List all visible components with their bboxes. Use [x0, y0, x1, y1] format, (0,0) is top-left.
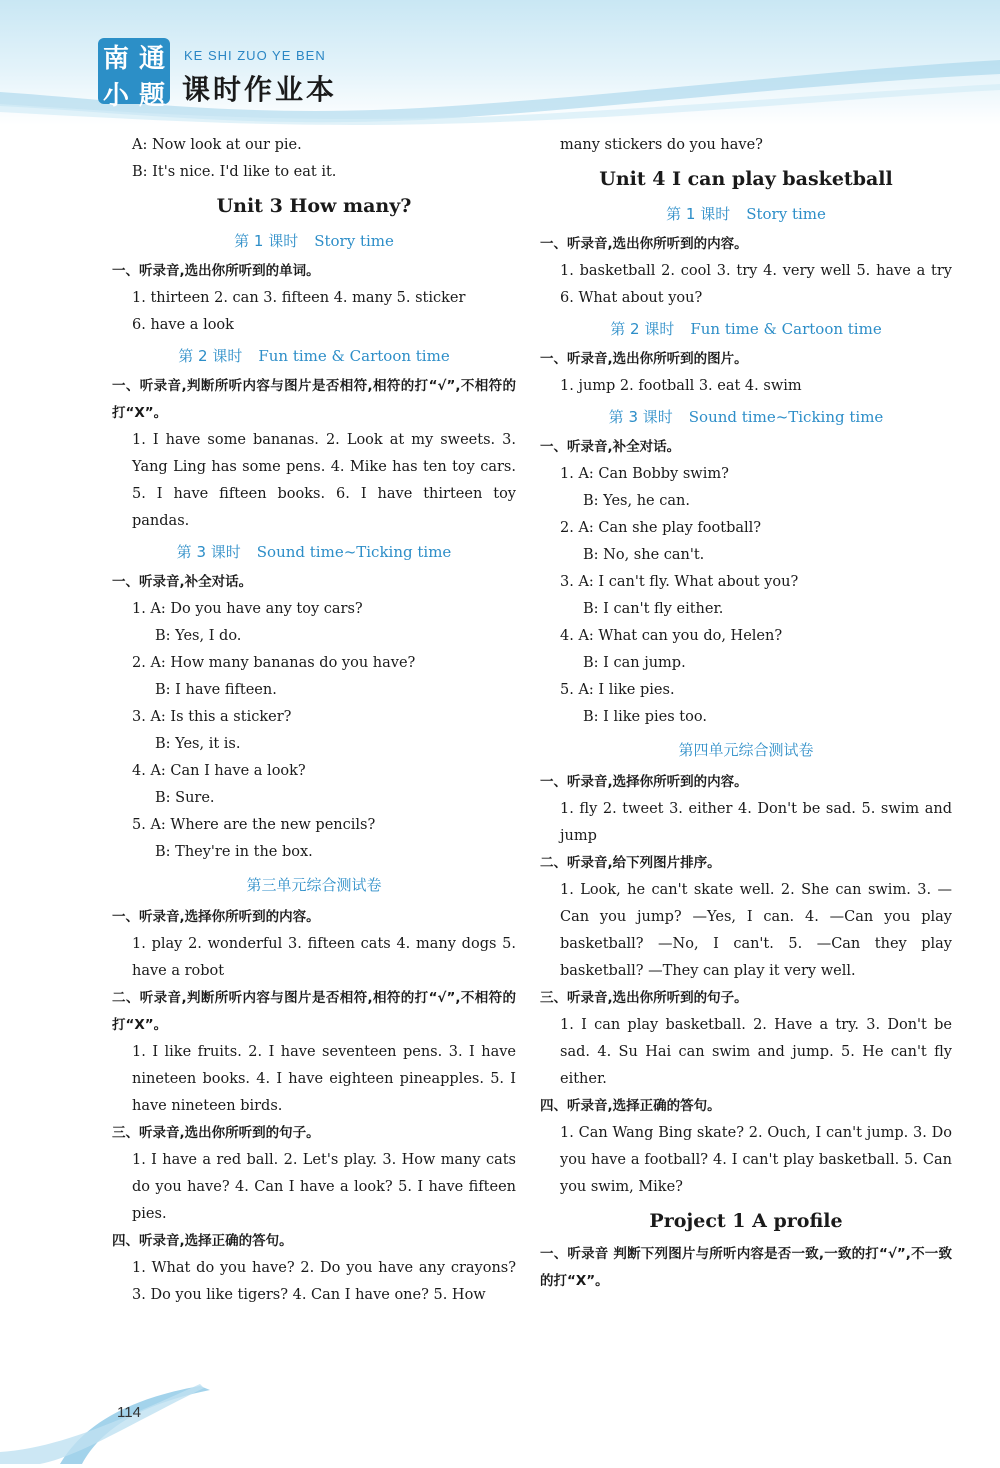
exercise-instruction: 一、听录音,选择你所听到的内容。 [112, 909, 320, 925]
lesson-name: Fun time & Cartoon time [690, 320, 882, 338]
project-title: Project 1 A profile [649, 1210, 843, 1232]
answer-line: 6. have a look [132, 317, 234, 333]
exercise-instruction: 一、听录音 判断下列图片与所听内容是否一致,一致的打“√”,不一致的打“X”。 [540, 1246, 952, 1289]
unit-test-title: 第四单元综合测试卷 [678, 741, 814, 759]
dialog-line-a: 4. A: What can you do, Helen? [560, 628, 783, 644]
dialog-line-b: B: Yes, he can. [583, 493, 690, 509]
unit-title: Unit 4 I can play basketball [599, 168, 893, 190]
exercise-instruction: 三、听录音,选出你所听到的句子。 [540, 990, 748, 1006]
dialog-line-a: 3. A: Is this a sticker? [132, 709, 292, 725]
answer-paragraph: 1. I have a red ball. 2. Let's play. 3. How many cats do you have? 4. Can I have a look? 5. I have fifteen pies. [132, 1152, 516, 1222]
dialog-line-a: 1. A: Can Bobby swim? [560, 466, 729, 482]
lesson-heading [540, 402, 952, 432]
exercise-instruction: 一、听录音,补全对话。 [112, 574, 253, 590]
dialog-line-b: B: I have fifteen. [155, 682, 277, 698]
dialog-line-a: 2. A: How many bananas do you have? [132, 655, 416, 671]
answer-paragraph: 1. fly 2. tweet 3. either 4. Don't be sad. 5. swim and jump [560, 801, 952, 844]
dialog-line-b: B: Yes, I do. [155, 628, 242, 644]
header-pinyin: KE SHI ZUO YE BEN [184, 48, 326, 63]
answer-paragraph: 1. basketball 2. cool 3. try 4. very well 5. have a try 6. What about you? [560, 263, 952, 306]
left-column [112, 132, 516, 1309]
exercise-instruction: 一、听录音,判断所听内容与图片是否相符,相符的打“√”,不相符的打“X”。 [112, 378, 516, 421]
dialog-line-a: 5. A: Where are the new pencils? [132, 817, 376, 833]
dialog-line-b: B: They're in the box. [155, 844, 313, 860]
logo-char: 通 [138, 44, 165, 74]
answer-line: 1. jump 2. football 3. eat 4. swim [560, 378, 802, 394]
dialog-line-a: 3. A: I can't fly. What about you? [560, 574, 799, 590]
answer-paragraph: 1. Look, he can't skate well. 2. She can swim. 3. —Can you jump? —Yes, I can. 4. —Can you play basketball? —No, I can't. 5. —Can they play basketball? —They can play it very well. [560, 882, 952, 979]
lesson-number: 第 3 课时 [176, 543, 241, 561]
dialog-line-b: B: No, she can't. [583, 547, 705, 563]
exercise-instruction: 一、听录音,选出你所听到的图片。 [540, 351, 748, 367]
lesson-number: 第 3 课时 [608, 408, 673, 426]
dialog-line-b: B: Yes, it is. [155, 736, 241, 752]
exercise-instruction: 二、听录音,判断所听内容与图片是否相符,相符的打“√”,不相符的打“X”。 [112, 990, 516, 1033]
answer-paragraph: 1. I have some bananas. 2. Look at my sweets. 3. Yang Ling has some pens. 4. Mike has ten toy cars. 5. I have fifteen books. 6. I have thirteen toy pandas. [132, 432, 516, 529]
book-title: 课时作业本 [182, 73, 338, 106]
dialog-line-a: 4. A: Can I have a look? [132, 763, 306, 779]
lesson-name: Fun time & Cartoon time [258, 347, 450, 365]
logo-char: 南 [102, 44, 129, 74]
lesson-heading [112, 341, 516, 371]
unit-title: Unit 3 How many? [216, 195, 412, 217]
dialog-line: B: It's nice. I'd like to eat it. [132, 164, 337, 180]
dialog-line-b: B: Sure. [155, 790, 215, 806]
series-logo [98, 38, 170, 111]
dialog-line-b: B: I can jump. [583, 655, 686, 671]
answer-line: 1. thirteen 2. can 3. fifteen 4. many 5. sticker [132, 290, 466, 306]
lesson-number: 第 1 课时 [234, 232, 299, 250]
logo-char: 题 [138, 81, 165, 111]
lesson-name: Story time [314, 232, 394, 250]
lesson-number: 第 1 课时 [666, 205, 731, 223]
dialog-line: A: Now look at our pie. [132, 137, 302, 153]
answer-paragraph: 1. What do you have? 2. Do you have any crayons? 3. Do you like tigers? 4. Can I have one? 5. How [132, 1260, 516, 1303]
lesson-number: 第 2 课时 [178, 347, 243, 365]
lesson-heading [540, 199, 952, 229]
answer-paragraph: 1. I like fruits. 2. I have seventeen pens. 3. I have nineteen books. 4. I have eighteen pineapples. 5. I have nineteen birds. [132, 1044, 516, 1114]
exercise-instruction: 一、听录音,选择你所听到的内容。 [540, 774, 748, 790]
lesson-heading [112, 226, 516, 256]
exercise-instruction: 一、听录音,选出你所听到的单词。 [112, 263, 320, 279]
page-number: 114 [117, 1404, 141, 1421]
logo-char: 小 [102, 81, 129, 111]
dialog-line-b: B: I can't fly either. [583, 601, 724, 617]
dialog-line-a: 5. A: I like pies. [560, 682, 675, 698]
unit-test-title: 第三单元综合测试卷 [246, 876, 382, 894]
exercise-instruction: 一、听录音,选出你所听到的内容。 [540, 236, 748, 252]
lesson-heading [112, 537, 516, 567]
lesson-name: Sound time~Ticking time [256, 543, 452, 561]
lesson-heading [540, 314, 952, 344]
footer-wave-decoration [0, 1360, 1000, 1464]
exercise-instruction: 四、听录音,选择正确的答句。 [112, 1233, 293, 1249]
dialog-line-a: 2. A: Can she play football? [560, 520, 762, 536]
exercise-instruction: 三、听录音,选出你所听到的句子。 [112, 1125, 320, 1141]
exercise-instruction: 四、听录音,选择正确的答句。 [540, 1098, 721, 1114]
exercise-instruction: 一、听录音,补全对话。 [540, 439, 681, 455]
answer-paragraph: 1. Can Wang Bing skate? 2. Ouch, I can't jump. 3. Do you have a football? 4. I can't play basketball. 5. Can you swim, Mike? [560, 1125, 952, 1195]
dialog-line-a: 1. A: Do you have any toy cars? [132, 601, 363, 617]
answer-paragraph: 1. I can play basketball. 2. Have a try. 3. Don't be sad. 4. Su Hai can swim and jump. 5. He can't fly either. [560, 1017, 952, 1087]
page-header [0, 0, 1000, 125]
lesson-name: Sound time~Ticking time [688, 408, 884, 426]
answer-paragraph: 1. play 2. wonderful 3. fifteen cats 4. many dogs 5. have a robot [132, 936, 516, 979]
lesson-number: 第 2 课时 [610, 320, 675, 338]
lesson-name: Story time [746, 205, 826, 223]
dialog-line-b: B: I like pies too. [583, 709, 707, 725]
exercise-instruction: 二、听录音,给下列图片排序。 [540, 855, 721, 871]
page-footer [0, 1360, 1000, 1464]
right-column [540, 132, 952, 1295]
answer-continuation: many stickers do you have? [560, 137, 763, 153]
